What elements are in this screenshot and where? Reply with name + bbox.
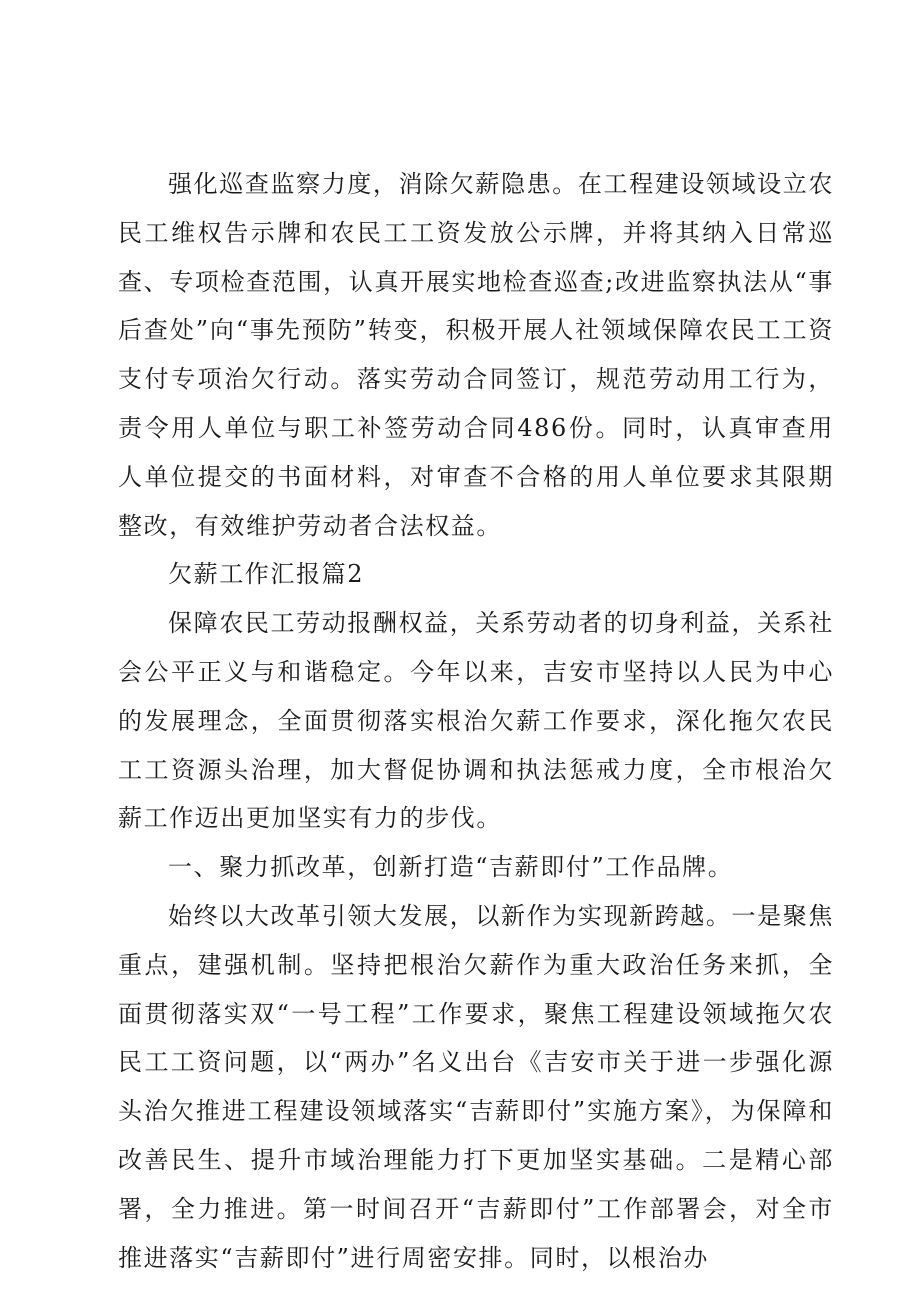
paragraph-reform-details: 始终以大改革引领大发展，以新作为实现新跨越。一是聚焦重点，建强机制。坚持把根治欠薪作为重大政治任务来抓，全面贯彻落实双“一号工程”工作要求，聚焦工程建设领域拖欠农民工工资问题，以“两办”名义出台《吉安市关于进一步强化源头治欠推进工程建设领域落实“吉薪即付”实施方案》，为保障和改善民生、提升市域治理能力打下更加坚实基础。二是精心部署，全力推进。第一时间召开“吉薪即付”工作部署会，对全市推进落实“吉薪即付”进行周密安排。同时，以根治办	[118, 901, 834, 1272]
section-title-report-2: 欠薪工作汇报篇2	[168, 560, 365, 589]
paragraph-intro: 保障农民工劳动报酬权益，关系劳动者的切身利益，关系社会公平正义与和谐稳定。今年以来，吉安市坚持以人民为中心的发展理念，全面贯彻落实根治欠薪工作要求，深化拖欠农民工工资源头治理，加大督促协调和执法惩戒力度，全市根治欠薪工作迈出更加坚实有力的步伐。	[118, 609, 834, 833]
document-body	[118, 160, 834, 1282]
paragraph-inspection: 强化巡查监察力度，消除欠薪隐患。在工程建设领域设立农民工维权告示牌和农民工工资发放公示牌，并将其纳入日常巡查、专项检查范围，认真开展实地检查巡查;改进监察执法从“事后查处”向“事先预防”转变，积极开展人社领域保障农民工工资支付专项治欠行动。落实劳动合同签订，规范劳动用工行为，责令用人单位与职工补签劳动合同486份。同时，认真审查用人单位提交的书面材料，对审查不合格的用人单位要求其限期整改，有效维护劳动者合法权益。	[118, 170, 834, 540]
section-heading-reform: 一、聚力抓改革，创新打造“吉薪即付”工作品牌。	[168, 853, 734, 882]
